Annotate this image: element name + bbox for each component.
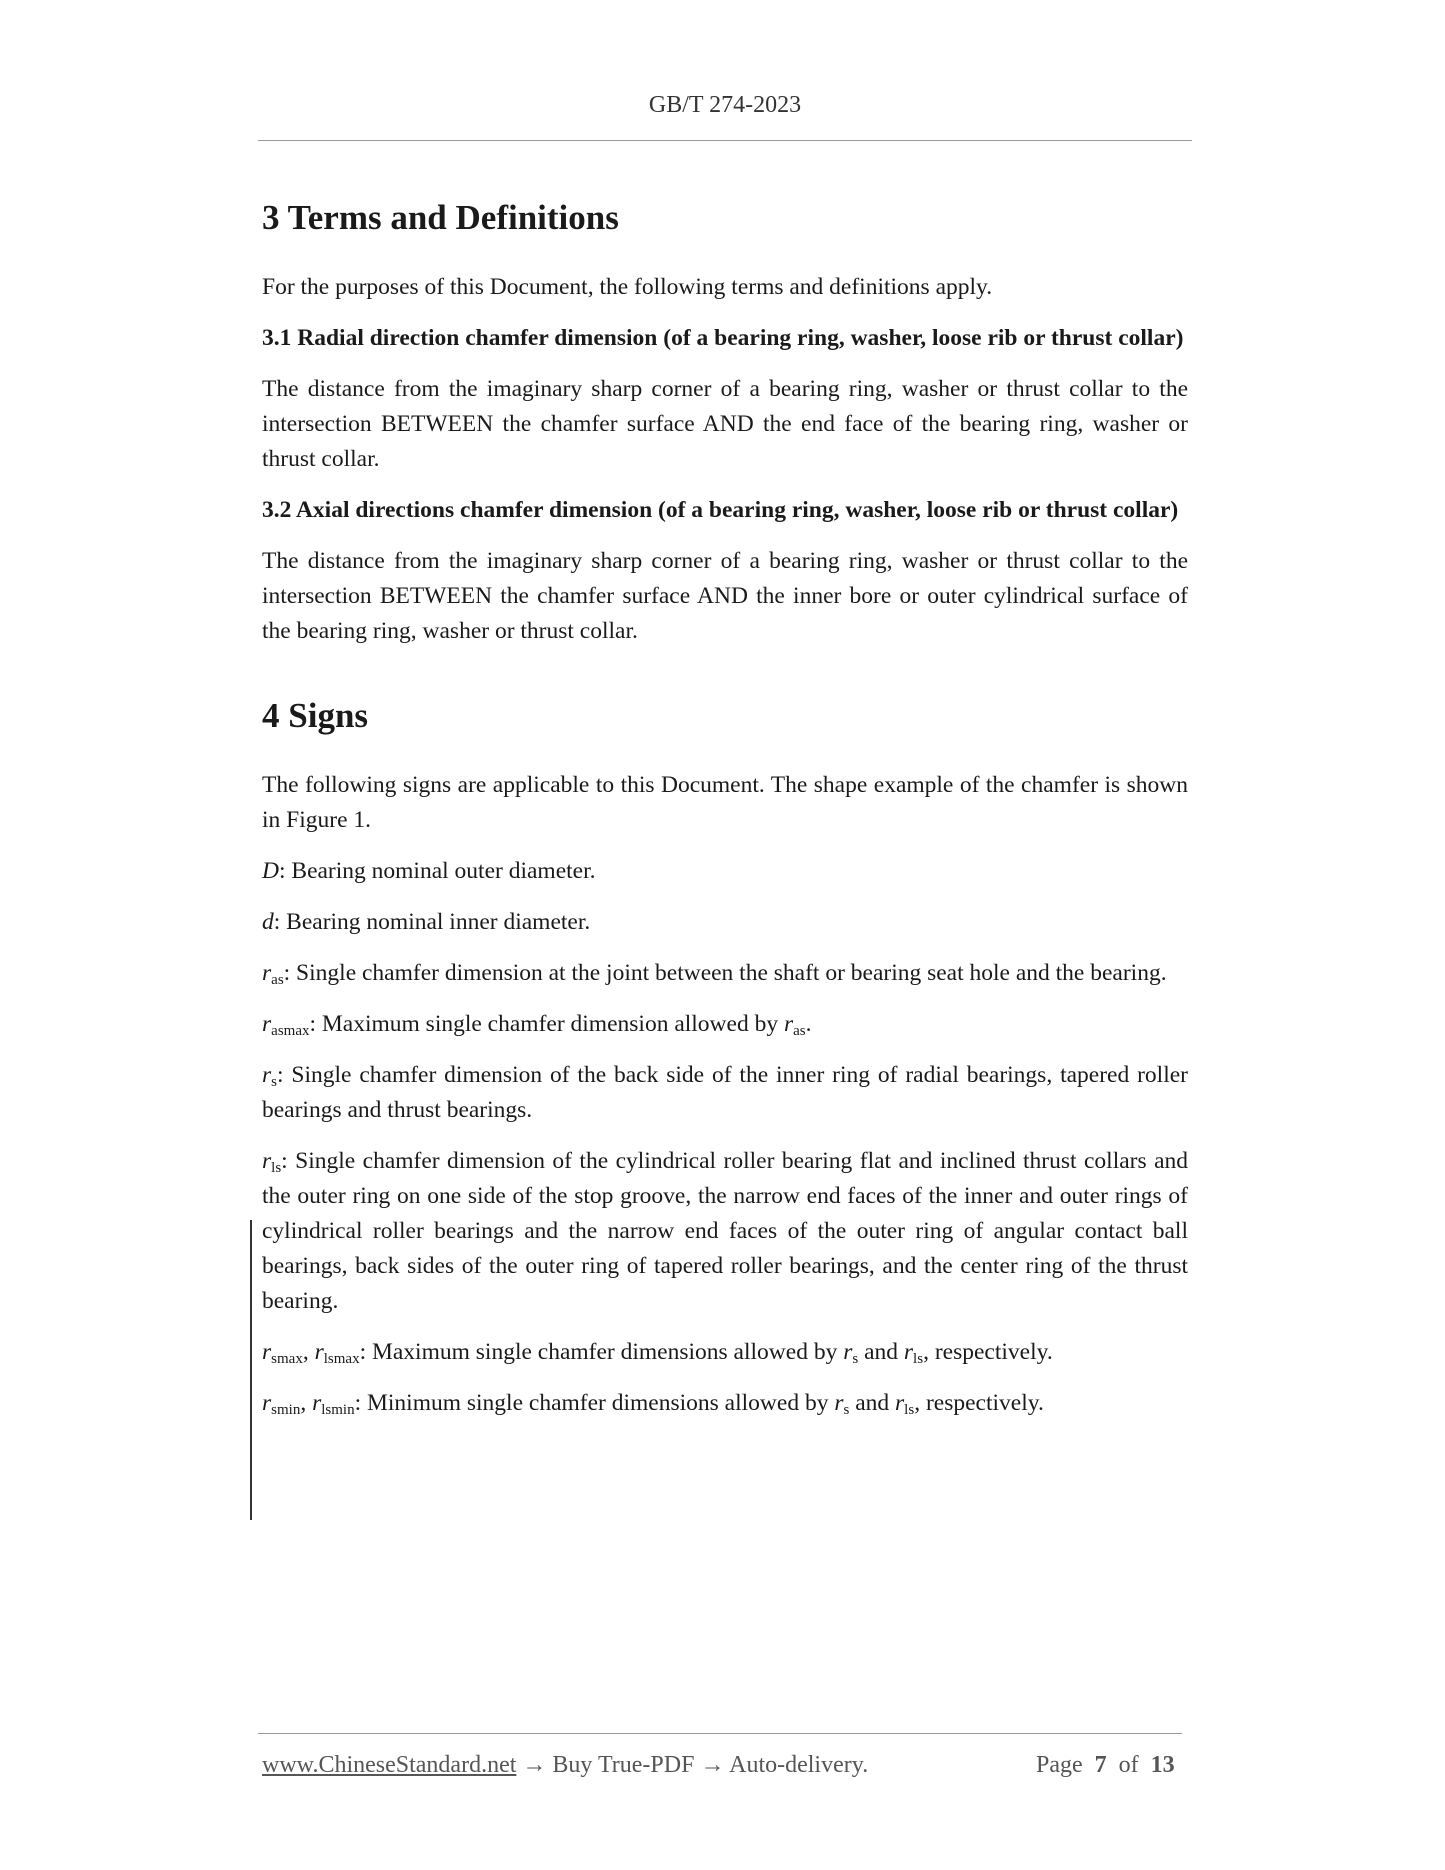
sign-ras-definition: : Single chamfer dimension at the joint between the shaft or bearing seat hole and the bearing. xyxy=(283,960,1167,986)
sign-d-definition: : Bearing nominal inner diameter. xyxy=(273,909,591,935)
section-3-intro: For the purposes of this Document, the following terms and definitions apply. xyxy=(262,274,993,300)
section-4-heading: 4 Signs xyxy=(262,696,369,735)
term-3-1-definition: The distance from the imaginary sharp corner of a bearing ring, washer or thrust collar to the intersection BETWEEN the chamfer surface AND the end face of the bearing ring, washer or thrust collar. xyxy=(262,376,1188,472)
symbol-r: r xyxy=(312,1390,322,1416)
footer-promo xyxy=(262,1752,868,1779)
total-pages: 13 xyxy=(1150,1752,1175,1778)
term-3-2-title: 3.2 Axial directions chamfer dimension (of a bearing ring, washer, loose rib or thrust collar) xyxy=(262,497,1179,523)
punctuation: , xyxy=(302,1339,315,1365)
page-content xyxy=(262,196,1188,1421)
subscript: s xyxy=(271,1074,277,1090)
sign-min-definition: : Minimum single chamfer dimensions allowed by xyxy=(354,1390,835,1416)
sign-d xyxy=(262,905,1188,940)
punctuation: , respectively. xyxy=(914,1390,1044,1416)
footer-divider xyxy=(258,1733,1182,1734)
sign-rsmin-rlsmin xyxy=(262,1386,1188,1421)
of-label: of xyxy=(1118,1752,1139,1778)
symbol-r: r xyxy=(262,960,272,986)
punctuation: . xyxy=(805,1011,812,1037)
subscript: lsmin xyxy=(321,1402,355,1418)
punctuation: , xyxy=(300,1390,313,1416)
sign-ras xyxy=(262,956,1188,991)
punctuation: , respectively. xyxy=(923,1339,1053,1365)
subscript: ls xyxy=(271,1160,282,1176)
sign-rasmax xyxy=(262,1007,1188,1042)
document-id-header: GB/T 274-2023 xyxy=(648,92,802,118)
subscript: s xyxy=(843,1402,850,1418)
sign-D xyxy=(262,854,1188,889)
subscript: ls xyxy=(913,1351,924,1367)
revision-change-bar xyxy=(250,1220,252,1520)
subscript: s xyxy=(852,1351,859,1367)
symbol-r: r xyxy=(895,1390,905,1416)
conjunction: and xyxy=(858,1339,904,1365)
section-3-heading: 3 Terms and Definitions xyxy=(262,198,619,237)
symbol-r: r xyxy=(314,1339,324,1365)
page-number xyxy=(1036,1752,1175,1779)
subscript: as xyxy=(793,1023,806,1039)
symbol-r: r xyxy=(262,1390,272,1416)
sign-rls xyxy=(262,1144,1188,1319)
sign-max-definition: : Maximum single chamfer dimensions allowed by xyxy=(359,1339,844,1365)
symbol-r: r xyxy=(262,1011,272,1037)
sign-rs-definition: : Single chamfer dimension of the back side of the inner ring of radial bearings, tapered roller bearings and thrust bearings. xyxy=(262,1062,1188,1123)
conjunction: and xyxy=(849,1390,896,1416)
symbol-r: r xyxy=(262,1062,272,1088)
symbol-r: r xyxy=(783,1011,794,1037)
symbol-r: r xyxy=(834,1390,844,1416)
promo-text: → Buy True-PDF → Auto-delivery. xyxy=(516,1752,869,1778)
sign-rls-definition: : Single chamfer dimension of the cylindrical roller bearing flat and inclined thrust collars and the outer ring on one side of the stop groove, the narrow end faces of the inner and outer rings of cylindrical roller bearings and the narrow end faces of the outer ring of angular contact ball bearings, back sides of the outer ring of tapered roller bearings, and the center ring of the thrust bearing. xyxy=(262,1148,1188,1314)
subscript: lsmax xyxy=(323,1351,360,1367)
subscript: smax xyxy=(271,1351,303,1367)
subscript: asmax xyxy=(271,1023,310,1039)
header-divider xyxy=(258,140,1192,141)
section-4-intro: The following signs are applicable to this Document. The shape example of the chamfer is shown in Figure 1. xyxy=(262,772,1188,833)
subscript: smin xyxy=(271,1402,301,1418)
site-link[interactable]: www.ChineseStandard.net xyxy=(262,1752,517,1778)
symbol-r: r xyxy=(843,1339,853,1365)
symbol-r: r xyxy=(903,1339,914,1365)
symbol-d: d xyxy=(262,909,274,935)
page-label: Page xyxy=(1036,1752,1083,1778)
symbol-D: D xyxy=(262,858,279,884)
sign-rasmax-definition: : Maximum single chamfer dimension allowed by xyxy=(309,1011,784,1037)
sign-rs xyxy=(262,1058,1188,1128)
subscript: ls xyxy=(904,1402,915,1418)
symbol-r: r xyxy=(262,1339,272,1365)
term-3-1-title: 3.1 Radial direction chamfer dimension (of a bearing ring, washer, loose rib or thrust collar) xyxy=(262,325,1184,351)
subscript: as xyxy=(271,972,284,988)
current-page: 7 xyxy=(1094,1752,1107,1778)
term-3-2-definition: The distance from the imaginary sharp corner of a bearing ring, washer or thrust collar to the intersection BETWEEN the chamfer surface AND the inner bore or outer cylindrical surface of the bearing ring, washer or thrust collar. xyxy=(262,548,1188,644)
symbol-r: r xyxy=(262,1148,272,1174)
sign-rsmax-rlsmax xyxy=(262,1335,1188,1370)
sign-D-definition: : Bearing nominal outer diameter. xyxy=(278,858,596,884)
